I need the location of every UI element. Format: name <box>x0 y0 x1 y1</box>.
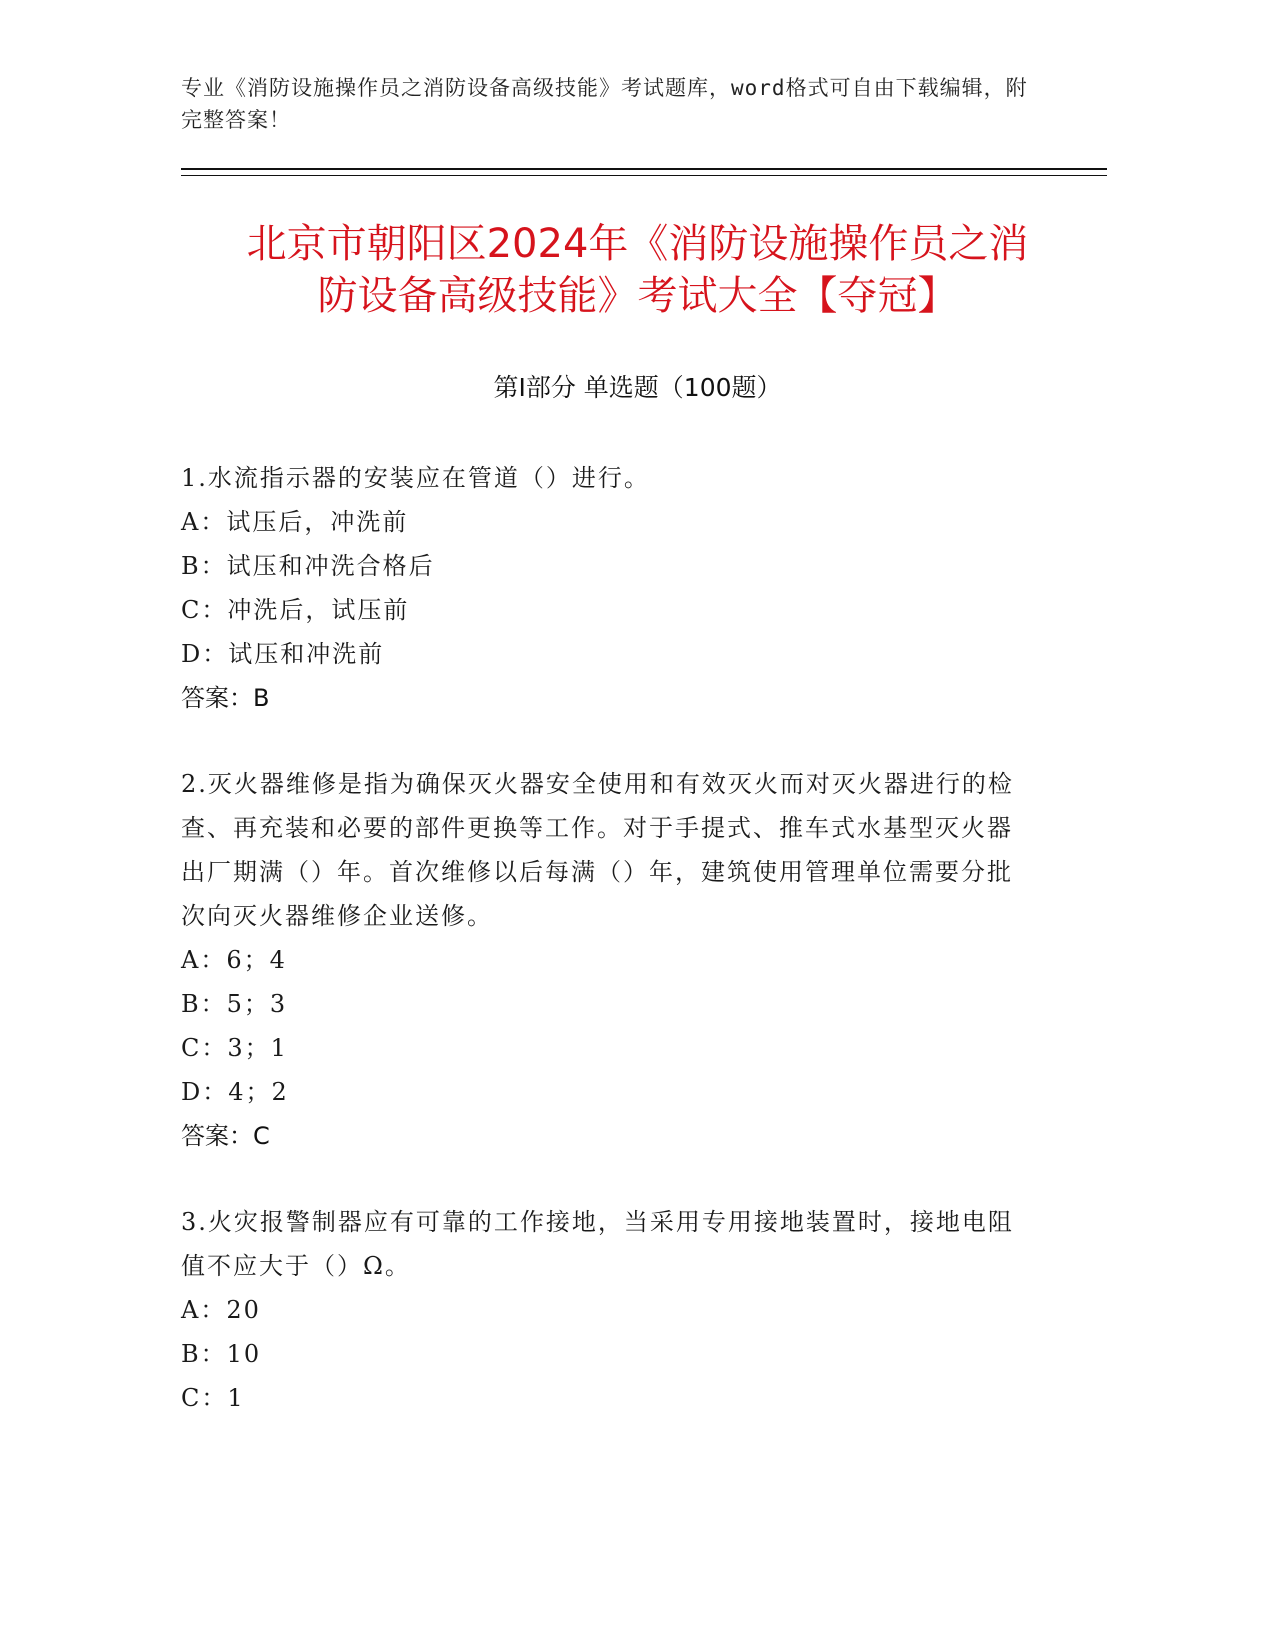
question-option: A：6；4 <box>181 946 287 974</box>
question-item <box>181 456 1021 720</box>
question-option: B：试压和冲洗合格后 <box>181 552 435 580</box>
question-item <box>181 1200 1021 1420</box>
question-option: C：3；1 <box>181 1034 288 1062</box>
question-answer: 答案：C <box>181 1122 270 1150</box>
question-list <box>181 456 1021 1462</box>
question-option: A：试压后，冲洗前 <box>181 508 409 536</box>
question-option: C：1 <box>181 1384 245 1412</box>
header-divider-thin <box>181 175 1107 176</box>
header-note: 专业《消防设施操作员之消防设备高级技能》考试题库，word格式可自由下载编辑，附完整答案！ <box>181 76 1028 132</box>
section-heading: 第Ⅰ部分 单选题（100题） <box>493 373 782 402</box>
question-stem: 1.水流指示器的安装应在管道（）进行。 <box>181 464 650 492</box>
document-title-line-2: 防设备高级技能》考试大全【夺冠】 <box>317 273 958 319</box>
question-stem: 2.灭火器维修是指为确保灭火器安全使用和有效灭火而对灭火器进行的检查、再充装和必要的部件更换等工作。对于手提式、推车式水基型灭火器出厂期满（）年。首次维修以后每满（）年，建筑使用管理单位需要分批次向灭火器维修企业送修。 <box>181 770 1014 930</box>
question-option: B：10 <box>181 1340 262 1368</box>
question-answer: 答案：B <box>181 684 270 712</box>
question-option: B：5；3 <box>181 990 288 1018</box>
question-option: D：4；2 <box>181 1078 289 1106</box>
question-item <box>181 762 1021 1158</box>
question-option: D：试压和冲洗前 <box>181 640 385 668</box>
document-title <box>170 218 1105 322</box>
question-stem: 3.火灾报警制器应有可靠的工作接地，当采用专用接地装置时，接地电阻值不应大于（）Ω。 <box>181 1208 1014 1280</box>
header-divider-thick <box>181 168 1107 170</box>
document-title-line-1: 北京市朝阳区2024年《消防设施操作员之消 <box>246 221 1029 267</box>
question-option: C：冲洗后，试压前 <box>181 596 410 624</box>
question-option: A：20 <box>181 1296 261 1324</box>
